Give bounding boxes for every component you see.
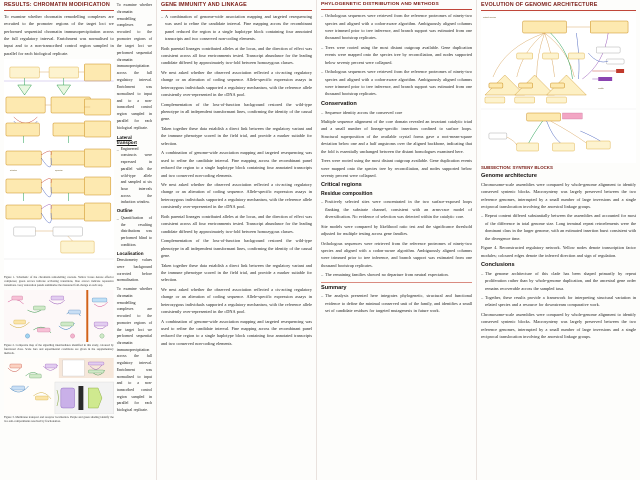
critical-paragraph-2: Site models were compared by likelihood ratio test and the significance threshold adjusted for multiple testing across gene families. xyxy=(321,223,472,236)
sub-heading-conclusions: Conclusions xyxy=(481,262,515,269)
paragraph: We next asked whether the observed association reflected a cis-acting regulatory change or an alteration of coding sequence. Allele-specific expression assays in heterozygous individuals supported a regulatory mechanism, with the reference allele consistently over-represented in the cDNA pool. xyxy=(161,69,312,98)
column-4 xyxy=(476,0,640,480)
bullet-item: – Trees were rooted using the most distant outgroup available. Gene duplication events were mapped onto the species tree by reconciliation, and nodes supported below seventy percent were collapsed. xyxy=(321,44,472,66)
paragraph: Taken together these data establish a direct link between the regulatory variant and the immune phenotype scored in the field trial, and provide a marker suitable for selection. xyxy=(161,262,312,283)
paragraph: Figure 4. Reconstructed regulatory network. Yellow nodes denote transcription factor modules; coloured edges denote the inferred direction and sign of regulation. xyxy=(481,245,636,258)
pathway-flow-diagram xyxy=(4,59,114,274)
intro-paragraph: To examine whether chromatin remodelling complexes are recruited to the promoter regions of the target loci we performed sequential chromatin immunoprecipitation across the full regulatory interval. Enrichment was normalised to input and to a non-transcribed control region sampled in parallel for each biological replicate. xyxy=(4,13,114,56)
paragraph: A combination of genome-wide association mapping and targeted resequencing was used to refine the candidate interval. Fine mapping across the recombinant panel reduced the region to a single haplotype block containing four annotated transcripts and two conserved non-coding elements. xyxy=(161,318,312,346)
summary-rule xyxy=(321,282,472,283)
section-heading-gene-immunity: GENE IMMUNITY AND LINKAGE xyxy=(161,2,247,8)
mini-heading-synteny: SUBSECTION: SYNTENY BLOCKS xyxy=(481,164,553,170)
heading-rule xyxy=(4,10,114,11)
conservation-paragraph: Multiple sequence alignment of the core domain revealed an invariant catalytic triad and a small number of lineage-specific insertions confined to surface loops. Structural superposition of the available crystal forms gave a root-mean-square deviation below one and a half angstroms over the aligned backbone, indicating that the fold is essentially unchanged between the distant homologues examined here. xyxy=(321,119,472,154)
bullet-item: – Orthologous sequences were retrieved from the reference proteomes of ninety-two species and aligned with a codon-aware algorithm. Ambiguously aligned columns were trimmed prior to tree inference, and branch support was estimated from one thousand bootstrap replicates. xyxy=(321,12,472,42)
svg-text:activation: activation xyxy=(9,170,17,173)
column-1 xyxy=(0,0,156,480)
paragraph: Both parental lineages contributed alleles at the locus, and the direction of effect was consistent across all four environments tested. Transcript abundance for the leading candidate differed by approximately two-fold between homozygous classes. xyxy=(161,213,312,234)
summary-paragraph: – The analysis presented here integrates phylogenetic, structural and functional evidence to define the minimal conserved unit of the family, and identifies a small set of candidate residues for targeted mutagenesis in future work. xyxy=(321,292,472,314)
side-heading-outline: Outline xyxy=(116,208,133,214)
paragraph: Complementation of the loss-of-function background restored the wild-type phenotype in all independent transformant lines, confirming the identity of the causal gene. xyxy=(161,101,312,122)
conclusion-item: – Together, these results provide a framework for interpreting structural variation in related species and a resource for downstream comparative work. xyxy=(481,294,636,309)
paragraph: Taken together these data establish a direct link between the regulatory variant and the immune phenotype scored in the field trial, and provide a marker suitable for selection. xyxy=(161,125,312,146)
section-heading-evolution: EVOLUTION OF GENOMIC ARCHITECTURE xyxy=(481,2,598,8)
paragraph: We next asked whether the observed association reflected a cis-acting regulatory change or an alteration of coding sequence. Allele-specific expression assays in heterozygous individuals supported a regulatory mechanism, with the reference allele consistently over-represented in the cDNA pool. xyxy=(161,182,312,210)
critical-paragraph: – Positively selected sites were concentrated in the two surface-exposed loops flanking the substrate channel, consistent with an arms-race model of diversification. No evidence of selection was detected within the catalytic core. xyxy=(321,198,472,220)
column-2 xyxy=(156,0,316,480)
conclusion-item: – The genome architecture of this clade has been shaped primarily by repeat proliferation rather than by whole-genome duplication, and the ancestral gene order remains recoverable across the sampled taxa. xyxy=(481,270,636,292)
paragraph: Complementation of the loss-of-function background restored the wild-type phenotype in all independent transformant lines, confirming the identity of the causal gene. xyxy=(161,238,312,258)
heading-rule xyxy=(321,9,472,10)
sub-heading-critical-regions: Critical regions xyxy=(321,182,362,189)
column-3 xyxy=(316,0,476,480)
paragraph: – Repeat content differed substantially between the assemblies and accounted for most of the difference in total genome size. Long terminal repeat retroelements were the dominant class in the larger genome, with an estimated insertion burst consistent with the divergence time. xyxy=(481,212,636,242)
hierarchical-network-diagram xyxy=(481,13,636,163)
molecular-pathway-figure-a xyxy=(4,290,114,342)
sub-heading-residue-composition: Residue composition xyxy=(321,191,373,198)
figure-caption-3: Figure 3. Membrane transport and receptor localisation. Purple and green shading identify the two sub-compartments resolved by fractionation. xyxy=(4,414,114,423)
paragraph: Chromosome-scale assemblies were compared by whole-genome alignment to identify conserved syntenic blocks. Macrosynteny was largely preserved between the two reference genomes, interrupted by a small number of large inversions and a single reciprocal translocation involving the ancestral linkage groups. xyxy=(481,312,636,340)
critical-paragraph-3: Orthologous sequences were retrieved from the reference proteomes of ninety-two species and aligned with a codon-aware algorithm. Ambiguously aligned columns were trimmed prior to tree inference, and branch support was estimated from one thousand bootstrap replicates. xyxy=(321,240,472,268)
paragraph: Chromosome-scale assemblies were compared by whole-genome alignment to identify conserved syntenic blocks. Macrosynteny was largely preserved between the two reference genomes, interrupted by a small number of large inversions and a single reciprocal translocation involving the ancestral linkage groups. xyxy=(481,181,636,209)
side-para-1: – Engineered constructs were expressed in parallel with the wild-type allele and sampled at six hour intervals across the induction window. xyxy=(117,146,152,206)
conservation-paragraph-2: Trees were rooted using the most distant outgroup available. Gene duplication events were mapped onto the species tree by reconciliation, and nodes supported below seventy percent were collapsed. xyxy=(321,158,472,178)
figure-caption-1: Figure 1. Schematic of the chromatin remodelling cascade. Yellow boxes denote effector complexes; green arrows indicate activating transitions, blue arrows indicate repressive transitions. Grey annotation panels summarise the measured fold-change at each step. xyxy=(4,275,114,288)
sub-heading-genome-architecture: Genome architecture xyxy=(481,173,537,180)
side-para-2: – Quantification of the resulting distributions was performed blind to condition. xyxy=(117,215,152,249)
paragraph: We next asked whether the observed association reflected a cis-acting regulatory change or an alteration of coding sequence. Allele-specific expression assays in heterozygous individuals supported a regulatory mechanism, with the reference allele consistently over-represented in the cDNA pool. xyxy=(161,286,312,315)
heading-rule xyxy=(161,10,312,11)
svg-text:module: module xyxy=(598,87,604,90)
svg-text:repression: repression xyxy=(54,170,63,173)
paragraph: – A combination of genome-wide association mapping and targeted resequencing was used to refine the candidate interval. Fine mapping across the recombinant panel reduced the region to a single haplotype block containing four annotated transcripts and two conserved non-coding elements. xyxy=(161,13,312,43)
bullet-item: – Orthologous sequences were retrieved from the reference proteomes of ninety-two species and aligned with a codon-aware algorithm. Ambiguously aligned columns were trimmed prior to tree inference, and branch support was estimated from one thousand bootstrap replicates. xyxy=(321,68,472,98)
section-heading-results: RESULTS: CHROMATIN MODIFICATION xyxy=(4,2,110,8)
side-heading-localisation: Localisation xyxy=(116,250,144,256)
critical-paragraph-4: – The remaining families showed no departure from neutral expectation. xyxy=(321,271,472,278)
figure-caption-2: Figure 2. Composite map of the signalling intermediates identified in this study, coloured by functional class. Scale bars and experimental conditions are given in the supplementary methods. xyxy=(4,343,114,355)
side-heading-lateral: Lateral transport xyxy=(116,134,137,145)
side-para-3: Densitometry values were background corrected before normalisation. xyxy=(116,258,152,283)
paragraph: A combination of genome-wide association mapping and targeted resequencing was used to refine the candidate interval. Fine mapping across the recombinant panel reduced the region to a single haplotype block containing four annotated transcripts and two conserved non-coding elements. xyxy=(161,150,312,178)
section-heading-phylogenetics: PHYLOGENETIC DISTRIBUTION AND METHODS xyxy=(321,2,439,7)
molecular-pathway-figure-b xyxy=(4,358,114,414)
sub-heading-summary: Summary xyxy=(321,284,347,291)
side-para-4: To examine whether chromatin remodelling complexes are recruited to the promoter regions of the target loci we performed sequential chromatin immunoprecipitation across the full regulatory interval. Enrichment was normalised to input and to a non-transcribed control region sampled in parallel for each biological replicate. xyxy=(116,287,152,413)
conservation-lead: – Sequence identity across the conserved core xyxy=(321,109,472,116)
svg-text:network overview: network overview xyxy=(482,16,496,19)
heading-rule xyxy=(481,10,636,11)
paragraph: Both parental lineages contributed alleles at the locus, and the direction of effect was consistent across all four environments tested. Transcript abundance for the leading candidate differed by approximately two-fold between homozygous classes. xyxy=(161,45,312,66)
side-intro: To examine whether chromatin remodelling complexes are recruited to the promoter regions of the target loci we performed sequential chromatin immunoprecipitation across the full regulatory interval. Enrichment was normalised to input and to a non-transcribed control region sampled in parallel for each biological replicate. xyxy=(116,3,152,130)
sub-heading-conservation: Conservation xyxy=(321,100,357,107)
